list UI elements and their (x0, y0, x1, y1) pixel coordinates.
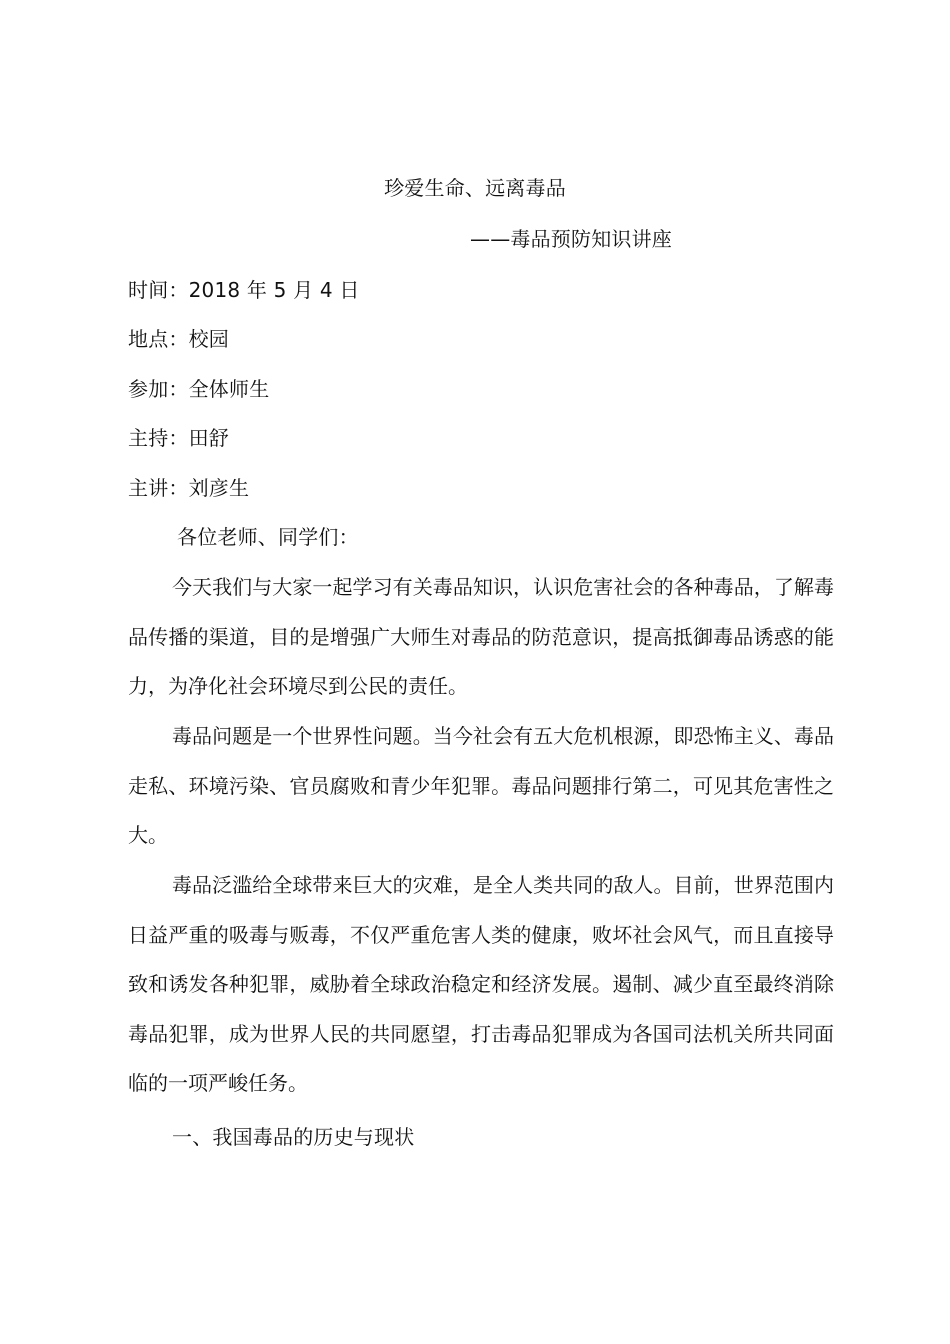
meta-host: 主持：田舒 (128, 426, 229, 450)
meta-participants: 参加：全体师生 (128, 377, 270, 401)
page-title: 珍爱生命、远离毒品 (384, 176, 566, 200)
meta-speaker: 主讲：刘彦生 (128, 476, 250, 500)
section-heading: 一、我国毒品的历史与现状 (172, 1125, 415, 1149)
meta-location: 地点：校园 (128, 327, 229, 351)
paragraph-world-problem: 毒品问题是一个世界性问题。当今社会有五大危机根源，即恐怖主义、毒品走私、环境污染、官员腐败和青少年犯罪。毒品问题排行第二，可见其危害性之大。 (128, 724, 834, 847)
paragraph-intro: 今天我们与大家一起学习有关毒品知识，认识危害社会的各种毒品，了解毒品传播的渠道，目的是增强广大师生对毒品的防范意识，提高抵御毒品诱惑的能力，为净化社会环境尽到公民的责任。 (128, 575, 834, 698)
greeting: 各位老师、同学们： (177, 525, 359, 549)
meta-time: 时间：2018 年 5 月 4 日 (128, 278, 360, 302)
page-subtitle: ——毒品预防知识讲座 (470, 227, 672, 251)
paragraph-global-disaster: 毒品泛滥给全球带来巨大的灾难，是全人类共同的敌人。目前，世界范围内日益严重的吸毒与贩毒，不仅严重危害人类的健康，败坏社会风气，而且直接导致和诱发各种犯罪，威胁着全球政治稳定和经济发展。遏制、减少直至最终消除毒品犯罪，成为世界人民的共同愿望，打击毒品犯罪成为各国司法机关所共同面临的一项严峻任务。 (128, 873, 834, 1095)
